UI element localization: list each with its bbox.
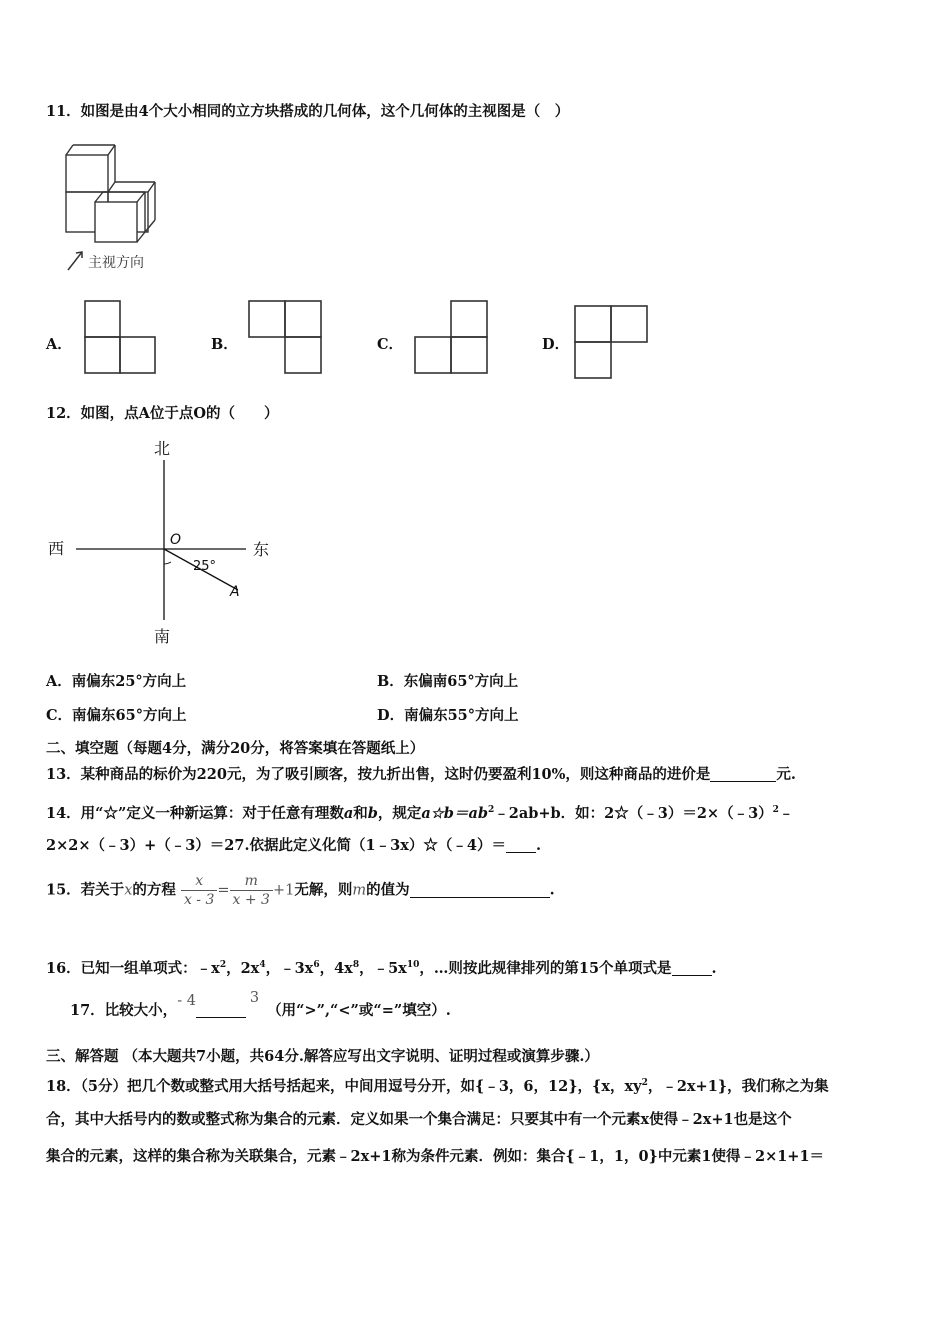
q12-option-d[interactable]: D．南偏东55°方向上 (377, 707, 519, 724)
q16-term2: ，2x (226, 960, 260, 977)
q14-text-c: 和 (353, 805, 368, 822)
angle-label: 25° (193, 559, 217, 574)
q15-suffix2: 的值为 (366, 881, 410, 899)
q11-option-b-figure (248, 300, 324, 376)
q11-cube-figure (58, 140, 170, 280)
q14-example: ﹣2ab+b．如：2☆（﹣3）＝2×（﹣3） (494, 805, 773, 822)
q14-exp2: 2 (772, 805, 779, 815)
section2-heading: 二、填空题（每题4分，满分20分，将答案填在答题纸上） (46, 740, 425, 757)
q16-end: . (711, 960, 717, 977)
q14-line1 (46, 800, 793, 824)
q11-option-c-figure (413, 300, 491, 376)
q14-line2 (46, 836, 541, 856)
q18-line1-text: 18．（5分）把几个数或整式用大括号括起来，中间用逗号分开，如{﹣3，6，12}，{x，xy (46, 1078, 642, 1095)
q15-frac1-den: x - 3 (181, 890, 217, 909)
q15-frac2-num: m (244, 873, 258, 889)
q13-text: 13．某种商品的标价为220元，为了吸引顾客，按九折出售，这时仍要盈利10%，则这种商品的进价是 (46, 766, 711, 783)
q17-left-value: - 4 (177, 993, 196, 1009)
q11-stem: 11．如图是由4个大小相同的立方块搭成的几何体，这个几何体的主视图是（ ） (46, 103, 570, 120)
q17-right-value: 3 (249, 990, 260, 1006)
section3-heading: 三、解答题 （本大题共7小题，共64分.解答应写出文字说明、证明过程或演算步骤.） (46, 1048, 599, 1065)
q12-option-b[interactable]: B．东偏南65°方向上 (377, 673, 519, 690)
q16-answer-blank[interactable] (672, 961, 712, 976)
west-label: 西 (48, 539, 65, 558)
q16 (46, 955, 717, 979)
q11-option-d-label[interactable]: D． (542, 336, 570, 353)
q15-eq: = (217, 882, 230, 899)
q16-term3: ，﹣3x (265, 960, 314, 977)
q15-var-x: x (124, 882, 133, 899)
q18-line1 (46, 1073, 829, 1097)
q12-option-c[interactable]: C．南偏东65°方向上 (46, 707, 187, 724)
q12-stem: 12．如图，点A位于点O的（ ） (46, 405, 279, 422)
q18-line2: 合，其中大括号内的数或整式称为集合的元素．定义如果一个集合满足：只要其中有一个元素x使得﹣2x+1也是这个 (46, 1111, 792, 1128)
q14-text-e: ，规定 (377, 805, 422, 822)
q13-unit: 元. (776, 766, 796, 783)
q13-answer-blank[interactable] (710, 767, 776, 782)
q14-var-b: b (367, 805, 378, 822)
q15-suffix: 无解，则 (294, 881, 353, 899)
q11-option-b-label[interactable]: B． (211, 336, 238, 353)
q14-answer-blank[interactable] (506, 838, 536, 853)
q17-answer-blank[interactable] (196, 1003, 246, 1018)
q18-line3: 集合的元素，这样的集合称为关联集合，元素﹣2x+1称为条件元素．例如：集合{﹣1，1，0}中元素1使得﹣2×1+1＝ (46, 1148, 825, 1165)
q14-definition: a☆b＝ab (421, 805, 488, 822)
east-label: 东 (253, 540, 270, 559)
q15-fraction-2 (230, 872, 273, 909)
q14-exp1: 2 (487, 805, 495, 815)
q16-exp3: 6 (313, 960, 320, 970)
q11-option-a-label[interactable]: A． (46, 336, 72, 353)
q18-line1-end: ，﹣2x+1}，我们称之为集 (647, 1078, 829, 1095)
q14-line2-text: 2×2×（﹣3）+（﹣3）＝27.依据此定义化简（1﹣3x）☆（﹣4）＝ (46, 837, 506, 854)
q12-option-a[interactable]: A．南偏东25°方向上 (46, 673, 187, 690)
q18-line1-sup: 2 (641, 1078, 648, 1088)
q15-frac2-den: x + 3 (230, 890, 273, 909)
q16-exp5: 10 (406, 960, 420, 970)
q15-frac1-num: x (195, 873, 204, 889)
q11-view-direction-label: 主视方向 (88, 255, 144, 271)
q14-line2-end: . (535, 837, 542, 854)
q11-option-c-label[interactable]: C． (377, 336, 404, 353)
q13 (46, 765, 796, 785)
q14-var-a: a (343, 805, 354, 822)
q14-minus: ﹣ (778, 805, 794, 822)
q11-option-a-figure (84, 300, 160, 376)
south-label: 南 (154, 627, 171, 646)
q16-exp2: 4 (259, 960, 266, 970)
q11-option-d-figure (573, 305, 651, 381)
q15-fraction-1 (181, 872, 217, 909)
q14-text-a: 14．用“☆”定义一种新运算：对于任意有理数 (46, 805, 344, 822)
q17-prefix: 17．比较大小， (70, 1002, 178, 1019)
q17-hint: （用“>”,“<”或“=”填空）. (267, 1002, 451, 1019)
point-a-label: A (230, 584, 240, 600)
origin-label: O (170, 532, 182, 548)
q16-suffix: ，…则按此规律排列的第15个单项式是 (419, 960, 672, 977)
q16-term4: ，4x (319, 960, 353, 977)
q12-compass-figure (40, 432, 280, 652)
q16-exp4: 8 (352, 960, 360, 970)
north-label: 北 (154, 439, 171, 458)
q16-prefix: 16．已知一组单项式：﹣x (46, 960, 220, 977)
q15-plus-one: +1 (272, 882, 295, 899)
q16-exp1: 2 (219, 960, 227, 970)
q15-end: . (549, 881, 555, 899)
q15-mid: 的方程 (132, 881, 176, 899)
q15-prefix: 15．若关于 (46, 881, 125, 899)
q16-term5: ，﹣5x (359, 960, 407, 977)
q15 (46, 872, 555, 909)
q17 (70, 990, 451, 1021)
q15-answer-blank[interactable] (410, 883, 550, 898)
q15-var-m: m (352, 882, 367, 899)
